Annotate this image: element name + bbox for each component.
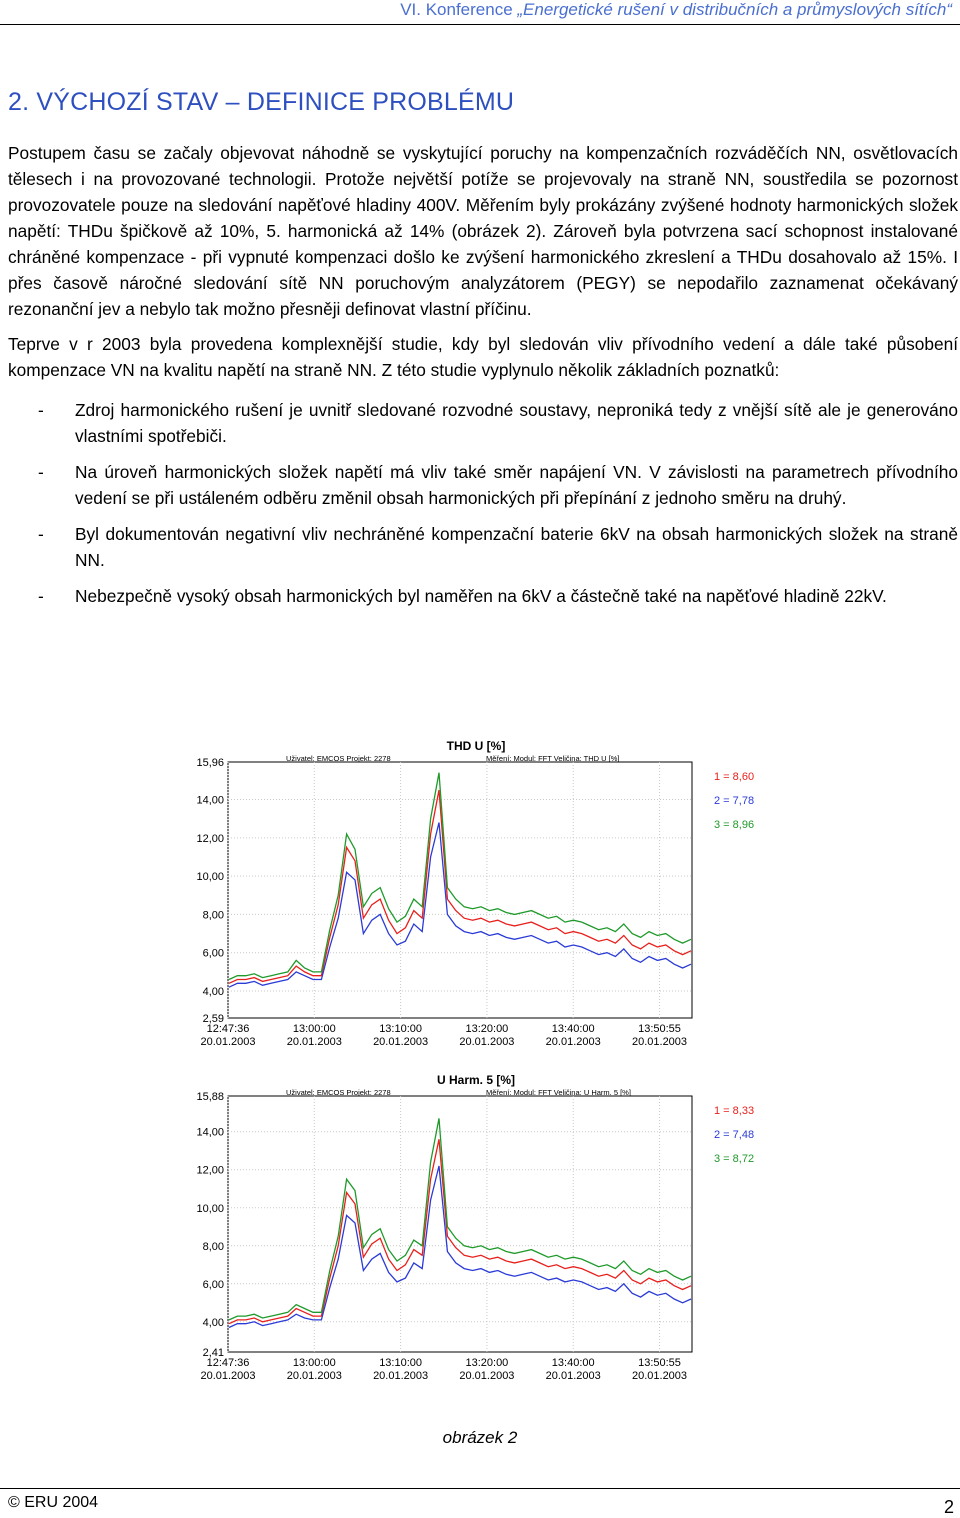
list-item-text: Zdroj harmonického rušení je uvnitř sledované rozvodné soustavy, neproniká tedy z vnější sítě ale je generováno vlastními spotřebiči. — [75, 400, 958, 446]
x-tick-date: 20.01.2003 — [631, 1370, 688, 1382]
chart-info-left: Uživatel: EMCOS Projekt: 2278 — [286, 1088, 391, 1097]
page-header — [0, 0, 960, 24]
chart-background — [186, 728, 778, 1058]
y-tick-label: 2,59 — [202, 1013, 224, 1025]
x-tick-time: 12:47:36 — [206, 1023, 250, 1035]
x-tick-time: 13:50:55 — [638, 1023, 681, 1035]
chart-info-right: Měření: Modul: FFT Veličina: U Harm. 5 [%] — [486, 1088, 631, 1097]
x-tick-time: 13:10:00 — [379, 1357, 423, 1369]
list-dash: - — [38, 586, 44, 606]
y-tick-label: 8,00 — [202, 909, 224, 922]
conference-title — [400, 0, 952, 20]
list-item — [8, 397, 958, 449]
list-dash: - — [38, 462, 44, 482]
x-tick-time: 13:50:55 — [638, 1357, 681, 1369]
y-tick-label: 15,88 — [196, 1091, 224, 1103]
chart-info-right: Měření: Modul: FFT Veličina: THD U [%] — [486, 754, 620, 763]
x-tick-date: 20.01.2003 — [286, 1036, 342, 1048]
y-tick-label: 12,00 — [196, 832, 224, 845]
x-tick-time: 13:00:00 — [292, 1357, 336, 1369]
x-tick-time: 13:40:00 — [551, 1023, 595, 1035]
list-item-text: Na úroveň harmonických složek napětí má vliv také směr napájení VN. V závislosti na parametrech přívodního vedení se při ustáleném odběru změnil obsah harmonických při přepínání z jednoho směru na druhý. — [75, 462, 958, 508]
y-tick-label: 2,41 — [202, 1347, 224, 1359]
x-tick-time: 13:10:00 — [379, 1023, 423, 1035]
x-tick-date: 20.01.2003 — [200, 1036, 256, 1048]
chart-title: THD U [%] — [446, 739, 506, 753]
footer-rule — [0, 1488, 960, 1489]
page-number: 2 — [943, 1497, 954, 1517]
list-item — [8, 521, 958, 573]
chart-title: U Harm. 5 [%] — [436, 1073, 516, 1087]
body-text — [8, 140, 958, 619]
x-tick-date: 20.01.2003 — [459, 1370, 515, 1382]
y-tick-label: 14,00 — [196, 794, 224, 807]
y-tick-label: 6,00 — [202, 1278, 224, 1291]
list-dash: - — [38, 400, 44, 420]
legend-entry: 2 = 7,48 — [714, 1129, 755, 1141]
y-tick-label: 15,96 — [196, 757, 224, 769]
y-tick-label: 8,00 — [202, 1240, 224, 1253]
legend-entry: 1 = 8,60 — [714, 771, 755, 783]
y-tick-label: 4,00 — [202, 986, 224, 999]
paragraph: Postupem času se začaly objevovat náhodně se vyskytující poruchy na kompenzačních rozváděčích NN, osvětlovacích tělesech i na provozované technologii. Protože největší potíže se projevovaly na straně NN, soustředila se pozornost provozovatele pouze na sledování napěťové hladiny 400V. Měřením byly prokázány zvýšené hodnoty harmonických složek napětí: THDu špičkově až 10%, 5. harmonická až 14% (obrázek 2). Zároveň byla potvrzena sací schopnost instalované chráněné kompenzace - při vypnuté kompenzaci došlo ke zvýšení harmonického zkreslení a THDu dosahovalo až 15%. I přes časově náročné sledování sítě NN poruchovým analyzátorem (PEGY) se nepodařilo zaznamenat očekávaný rezonanční jev a nebylo tak možno přesněji definovat vlastní příčinu. — [8, 143, 958, 319]
harm5-chart — [186, 1062, 778, 1392]
x-tick-time: 13:00:00 — [292, 1023, 336, 1035]
list-dash: - — [38, 524, 44, 544]
x-tick-date: 20.01.2003 — [459, 1036, 515, 1048]
x-tick-time: 13:20:00 — [465, 1357, 509, 1369]
legend-entry: 3 = 8,72 — [714, 1153, 755, 1165]
y-tick-label: 6,00 — [202, 947, 224, 960]
chart-info-left: Uživatel: EMCOS Projekt: 2278 — [286, 754, 391, 763]
section-heading: 2. VÝCHOZÍ STAV – DEFINICE PROBLÉMU — [8, 88, 515, 116]
legend-entry: 3 = 8,96 — [714, 819, 755, 831]
thd-u-chart — [186, 728, 778, 1058]
x-tick-time: 13:40:00 — [551, 1357, 595, 1369]
copyright: © ERU 2004 — [8, 1494, 99, 1511]
list-item-text: Nebezpečně vysoký obsah harmonických byl naměřen na 6kV a částečně také na napěťové hladině 22kV. — [75, 586, 887, 606]
x-tick-date: 20.01.2003 — [200, 1370, 256, 1382]
x-tick-date: 20.01.2003 — [631, 1036, 688, 1048]
x-tick-date: 20.01.2003 — [286, 1370, 342, 1382]
x-tick-date: 20.01.2003 — [373, 1036, 429, 1048]
y-tick-label: 10,00 — [196, 871, 224, 884]
conference-name: „Energetické rušení v distribučních a průmyslových sítích“ — [517, 0, 952, 19]
chart-background — [186, 1062, 778, 1392]
header-rule — [0, 24, 960, 25]
figure-caption: obrázek 2 — [442, 1428, 518, 1447]
x-tick-time: 12:47:36 — [206, 1357, 250, 1369]
list-item — [8, 583, 958, 609]
x-tick-time: 13:20:00 — [465, 1023, 509, 1035]
x-tick-date: 20.01.2003 — [545, 1370, 601, 1382]
y-tick-label: 12,00 — [196, 1164, 224, 1177]
y-tick-label: 10,00 — [196, 1202, 224, 1215]
list-item — [8, 459, 958, 511]
list-item-text: Byl dokumentován negativní vliv nechráněné kompenzační baterie 6kV na obsah harmonických složek na straně NN. — [75, 524, 958, 570]
legend-entry: 2 = 7,78 — [714, 795, 755, 807]
legend-entry: 1 = 8,33 — [714, 1105, 755, 1117]
conference-prefix: VI. Konference — [400, 0, 518, 19]
findings-list — [8, 397, 958, 609]
paragraph: Teprve v r 2003 byla provedena komplexnější studie, kdy byl sledován vliv přívodního vedení a dále také působení kompenzace VN na kvalitu napětí na straně NN. Z této studie vyplynulo několik základních poznatků: — [8, 334, 958, 380]
x-tick-date: 20.01.2003 — [545, 1036, 601, 1048]
y-tick-label: 4,00 — [202, 1316, 224, 1329]
y-tick-label: 14,00 — [196, 1126, 224, 1139]
x-tick-date: 20.01.2003 — [373, 1370, 429, 1382]
